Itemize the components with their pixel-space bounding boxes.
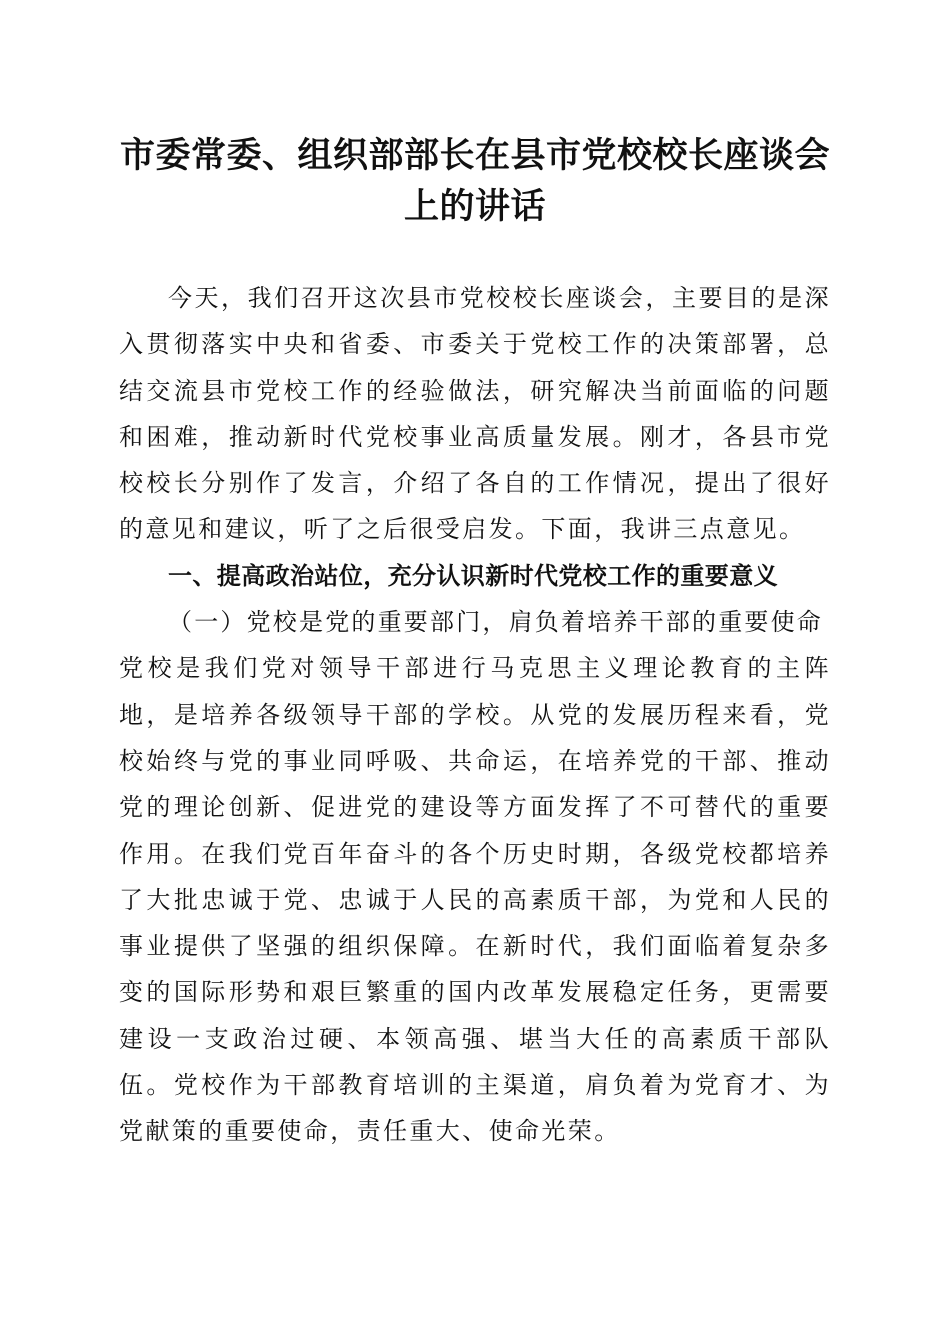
document-title xyxy=(100,130,850,232)
document-body xyxy=(119,275,831,1155)
title-line-2: 上的讲话 xyxy=(403,186,546,227)
paragraph-opening: 今天，我们召开这次县市党校校长座谈会，主要目的是深入贯彻落实中央和省委、市委关于党校工作的决策部署，总结交流县市党校工作的经验做法，研究解决当前面临的问题和困难，推动新时代党校事业高质量发展。刚才，各县市党校校长分别作了发言，介绍了各自的工作情况，提出了很好的意见和建议，听了之后很受启发。下面，我讲三点意见。 xyxy=(119,284,831,544)
subsection-heading-1: （一）党校是党的重要部门，肩负着培养干部的重要使命 xyxy=(168,608,823,637)
paragraph-party-school: 党校是我们党对领导干部进行马克思主义理论教育的主阵地，是培养各级领导干部的学校。从党的发展历程来看，党校始终与党的事业同呼吸、共命运，在培养党的干部、推动党的理论创新、促进党的建设等方面发挥了不可替代的重要作用。在我们党百年奋斗的各个历史时期，各级党校都培养了大批忠诚于党、忠诚于人民的高素质干部，为党和人民的事业提供了坚强的组织保障。在新时代，我们面临着复杂多变的国际形势和艰巨繁重的国内改革发展稳定任务，更需要建设一支政治过硬、本领高强、堪当大任的高素质干部队伍。党校作为干部教育培训的主渠道，肩负着为党育才、为党献策的重要使命，责任重大、使命光荣。 xyxy=(119,654,831,1146)
section-heading-1: 一、提高政治站位，充分认识新时代党校工作的重要意义 xyxy=(168,561,778,590)
title-line-1: 市委常委、组织部部长在县市党校校长座谈会 xyxy=(119,135,830,176)
